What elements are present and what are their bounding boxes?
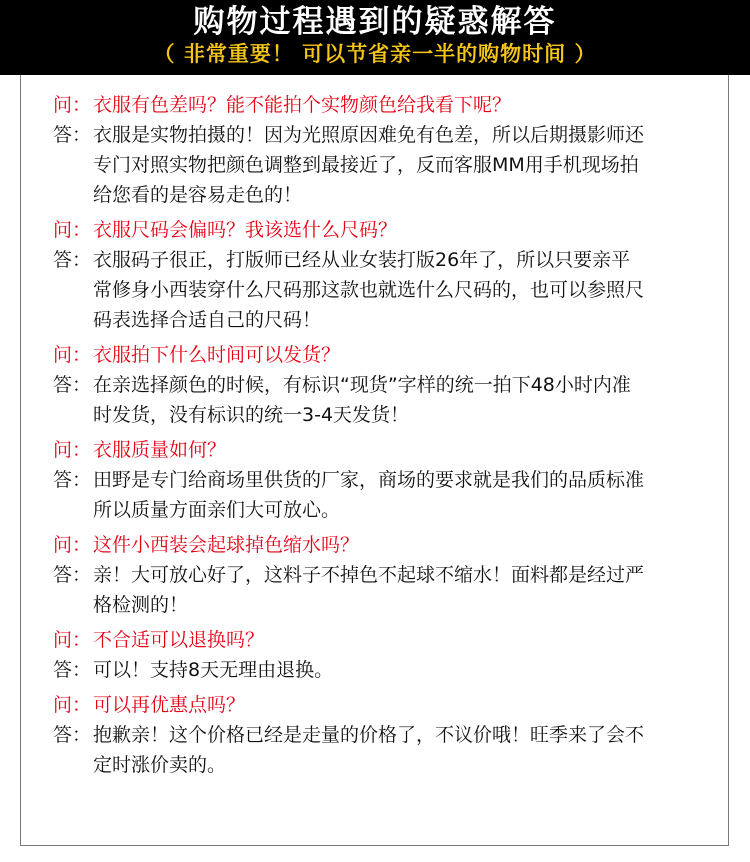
faq-item bbox=[53, 530, 703, 620]
faq-item bbox=[53, 625, 703, 685]
question-text: 这件小西装会起球掉色缩水吗？ bbox=[93, 534, 360, 556]
answer-text: 所以质量方面亲们大可放心。 bbox=[93, 499, 341, 521]
answer-text: 格检测的！ bbox=[93, 594, 189, 616]
question-prefix: 问： bbox=[53, 344, 92, 366]
answer-text: 专门对照实物把颜色调整到最接近了，反而客服MM用手机现场拍 bbox=[93, 154, 639, 176]
faq-answer-line bbox=[53, 495, 703, 525]
faq-answer-line bbox=[53, 720, 703, 750]
answer-prefix: 答： bbox=[53, 659, 92, 681]
answer-text: 亲！大可放心好了，这料子不掉色不起球不缩水！面料都是经过严 bbox=[93, 564, 645, 586]
faq-answer-line bbox=[53, 370, 703, 400]
faq-answer-line bbox=[53, 400, 703, 430]
faq-item bbox=[53, 340, 703, 430]
answer-text: 抱歉亲！这个价格已经是走量的价格了，不议价哦！旺季来了会不 bbox=[93, 724, 645, 746]
question-text: 衣服尺码会偏吗？我该选什么尺码？ bbox=[93, 219, 398, 241]
question-text: 衣服拍下什么时间可以发货？ bbox=[93, 344, 341, 366]
question-text: 可以再优惠点吗？ bbox=[93, 694, 246, 716]
answer-text: 在亲选择颜色的时候，有标识“现货”字样的统一拍下48小时内准 bbox=[93, 374, 631, 396]
question-prefix: 问： bbox=[53, 534, 92, 556]
header-banner bbox=[0, 0, 750, 75]
faq-question bbox=[53, 215, 703, 245]
question-text: 不合适可以退换吗？ bbox=[93, 629, 265, 651]
question-prefix: 问： bbox=[53, 694, 92, 716]
faq-answer-line bbox=[53, 120, 703, 150]
answer-text: 给您看的是容易走色的！ bbox=[93, 184, 303, 206]
faq-answer-line bbox=[53, 180, 703, 210]
faq-item bbox=[53, 90, 703, 210]
answer-text: 常修身小西装穿什么尺码那这款也就选什么尺码的，也可以参照尺 bbox=[93, 279, 645, 301]
page-title: 购物过程遇到的疑惑解答 bbox=[193, 4, 557, 40]
faq-answer-line bbox=[53, 655, 703, 685]
answer-text: 衣服码子很正，打版师已经从业女装打版26年了，所以只要亲平 bbox=[93, 249, 631, 271]
answer-text: 定时涨价卖的。 bbox=[93, 754, 227, 776]
faq-answer-line bbox=[53, 150, 703, 180]
question-text: 衣服质量如何？ bbox=[93, 439, 227, 461]
question-text: 衣服有色差吗？能不能拍个实物颜色给我看下呢？ bbox=[93, 94, 512, 116]
faq-item bbox=[53, 435, 703, 525]
answer-text: 田野是专门给商场里供货的厂家，商场的要求就是我们的品质标准 bbox=[93, 469, 645, 491]
faq-item bbox=[53, 690, 703, 780]
faq-list bbox=[53, 90, 703, 785]
faq-question bbox=[53, 690, 703, 720]
page-subtitle: （ 非常重要！ 可以节省亲一半的购物时间 ） bbox=[153, 42, 597, 66]
answer-prefix: 答： bbox=[53, 564, 92, 586]
question-prefix: 问： bbox=[53, 629, 92, 651]
answer-text: 衣服是实物拍摄的！因为光照原因难免有色差，所以后期摄影师还 bbox=[93, 124, 645, 146]
faq-question bbox=[53, 90, 703, 120]
question-prefix: 问： bbox=[53, 94, 92, 116]
faq-question bbox=[53, 625, 703, 655]
faq-answer-line bbox=[53, 560, 703, 590]
faq-answer-line bbox=[53, 750, 703, 780]
question-prefix: 问： bbox=[53, 439, 92, 461]
answer-text: 可以！支持8天无理由退换。 bbox=[93, 659, 334, 681]
faq-item bbox=[53, 215, 703, 335]
answer-prefix: 答： bbox=[53, 249, 92, 271]
answer-prefix: 答： bbox=[53, 724, 92, 746]
faq-answer-line bbox=[53, 305, 703, 335]
answer-prefix: 答： bbox=[53, 374, 92, 396]
faq-question bbox=[53, 530, 703, 560]
question-prefix: 问： bbox=[53, 219, 92, 241]
faq-question bbox=[53, 435, 703, 465]
faq-question bbox=[53, 340, 703, 370]
answer-prefix: 答： bbox=[53, 124, 92, 146]
answer-text: 时发货，没有标识的统一3-4天发货！ bbox=[93, 404, 410, 426]
faq-answer-line bbox=[53, 465, 703, 495]
faq-answer-line bbox=[53, 275, 703, 305]
faq-answer-line bbox=[53, 245, 703, 275]
faq-answer-line bbox=[53, 590, 703, 620]
answer-prefix: 答： bbox=[53, 469, 92, 491]
answer-text: 码表选择合适自己的尺码！ bbox=[93, 309, 322, 331]
